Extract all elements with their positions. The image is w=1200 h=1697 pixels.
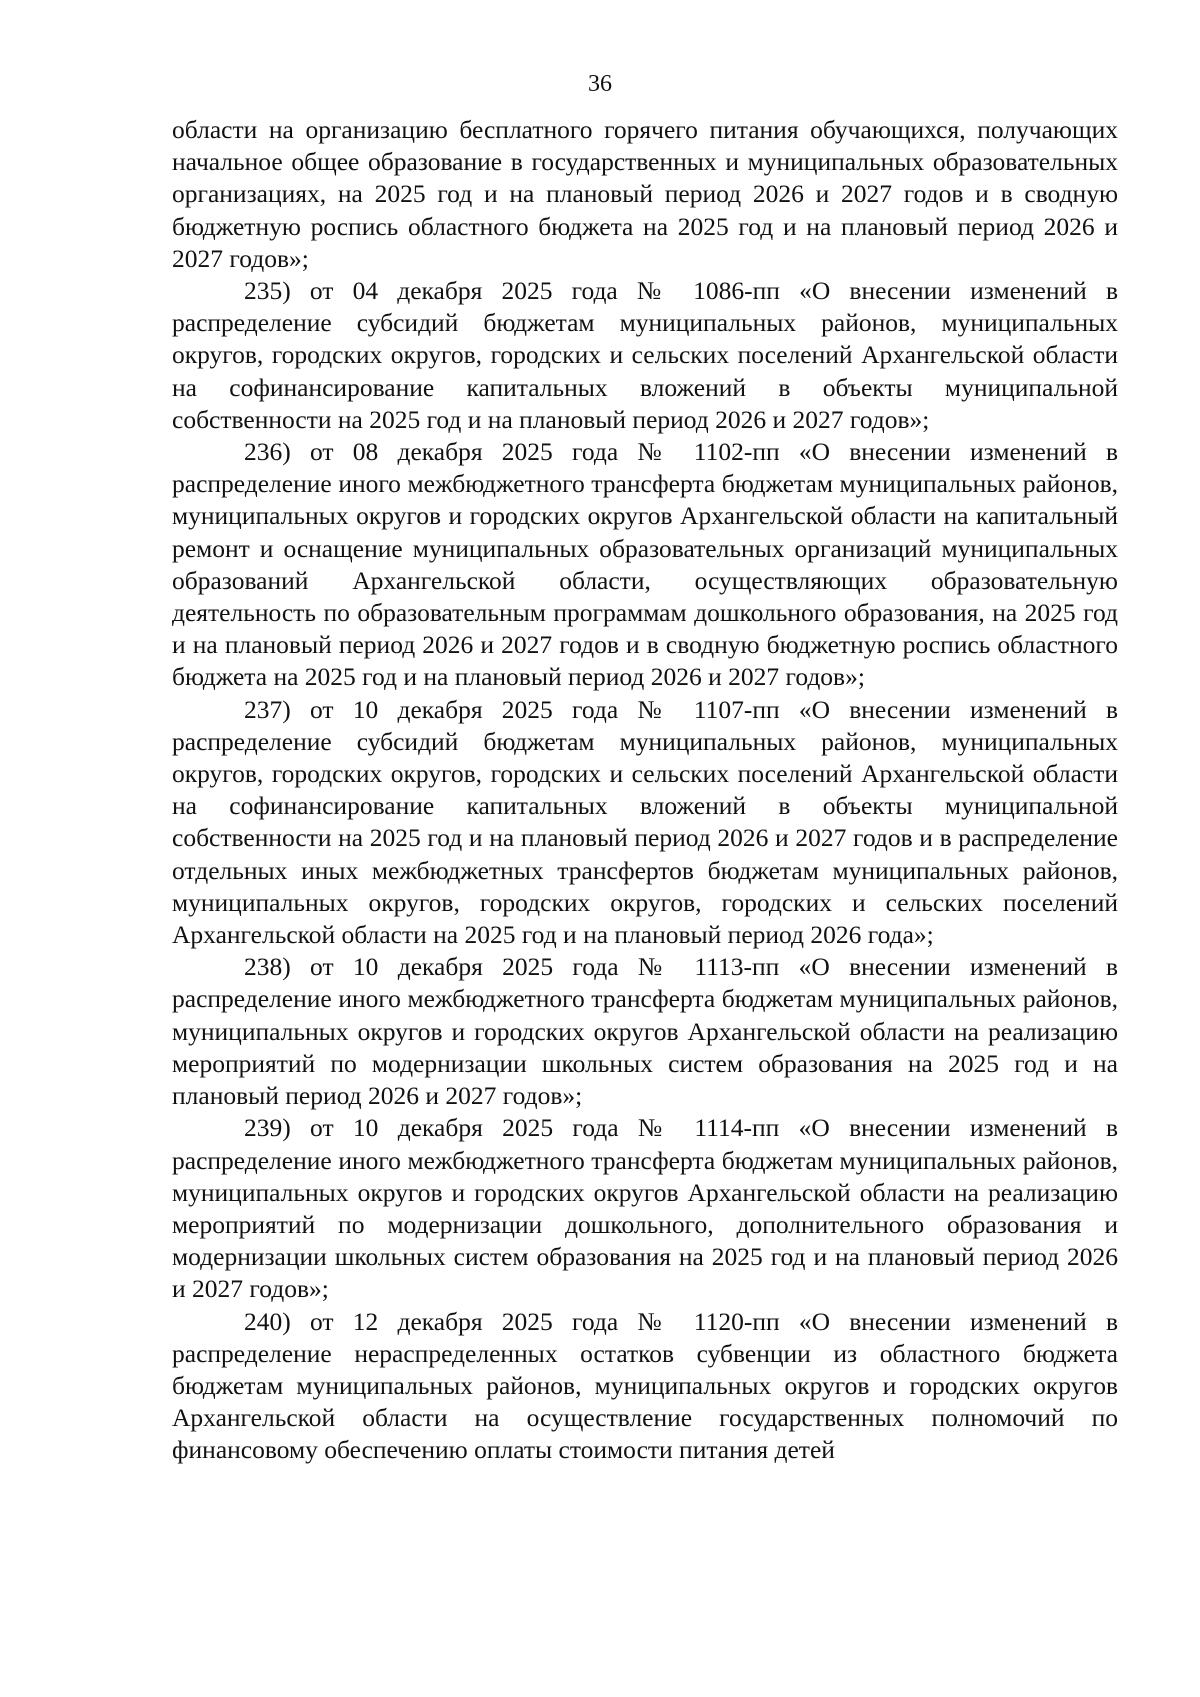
list-item-235: 235) от 04 декабря 2025 года № 1086-пп «О внесении изменений в распределение субсидий бюджетам муниципальных районов, муниципальных округов, городских округов, городских и сельских поселений Архангельской области на софинансирование капитальных вложений в объекты муниципальной собственности на 2025 год и на плановый период 2026 и 2027 годов»; — [172, 276, 1118, 434]
list-item-237: 237) от 10 декабря 2025 года № 1107-пп «О внесении изменений в распределение субсидий бюджетам муниципальных районов, муниципальных округов, городских округов, городских и сельских поселений Архангельской области на софинансирование капитальных вложений в объекты муниципальной собственности на 2025 год и на плановый период 2026 и 2027 годов и в распределение отдельных иных межбюджетных трансфертов бюджетам муниципальных районов, муниципальных округов, городских округов, городских и сельских поселений Архангельской области на 2025 год и на плановый период 2026 года»; — [172, 694, 1118, 950]
list-item-239: 239) от 10 декабря 2025 года № 1114-пп «О внесении изменений в распределение иного межбюджетного трансферта бюджетам муниципальных районов, муниципальных округов и городских округов Архангельской области на реализацию мероприятий по модернизации дошкольного, дополнительного образования и модернизации школьных систем образования на 2025 год и на плановый период 2026 и 2027 годов»; — [172, 1113, 1118, 1304]
list-item-240: 240) от 12 декабря 2025 года № 1120-пп «О внесении изменений в распределение нераспределенных остатков субвенции из областного бюджета бюджетам муниципальных районов, муниципальных округов и городских округов Архангельской области на осуществление государственных полномочий по финансовому обеспечению оплаты стоимости питания детей — [172, 1306, 1118, 1465]
document-body — [172, 114, 1118, 1467]
list-item-236: 236) от 08 декабря 2025 года № 1102-пп «О внесении изменений в распределение иного межбюджетного трансферта бюджетам муниципальных районов, муниципальных округов и городских округов Архангельской области на капитальный ремонт и оснащение муниципальных образовательных организаций муниципальных образований Архангельской области, осуществляющих образовательную деятельность по образовательным программам дошкольного образования, на 2025 год и на плановый период 2026 и 2027 годов и в сводную бюджетную роспись областного бюджета на 2025 год и на плановый период 2026 и 2027 годов»; — [172, 437, 1118, 692]
paragraph-continuation: области на организацию бесплатного горячего питания обучающихся, получающих начальное общее образование в государственных и муниципальных образовательных организациях, на 2025 год и на плановый период 2026 и 2027 годов и в сводную бюджетную роспись областного бюджета на 2025 год и на плановый период 2026 и 2027 годов»; — [172, 115, 1118, 273]
list-item-238: 238) от 10 декабря 2025 года № 1113-пп «О внесении изменений в распределение иного межбюджетного трансферта бюджетам муниципальных районов, муниципальных округов и городских округов Архангельской области на реализацию мероприятий по модернизации школьных систем образования на 2025 год и на плановый период 2026 и 2027 годов»; — [172, 952, 1118, 1111]
page-number: 36 — [588, 71, 612, 97]
